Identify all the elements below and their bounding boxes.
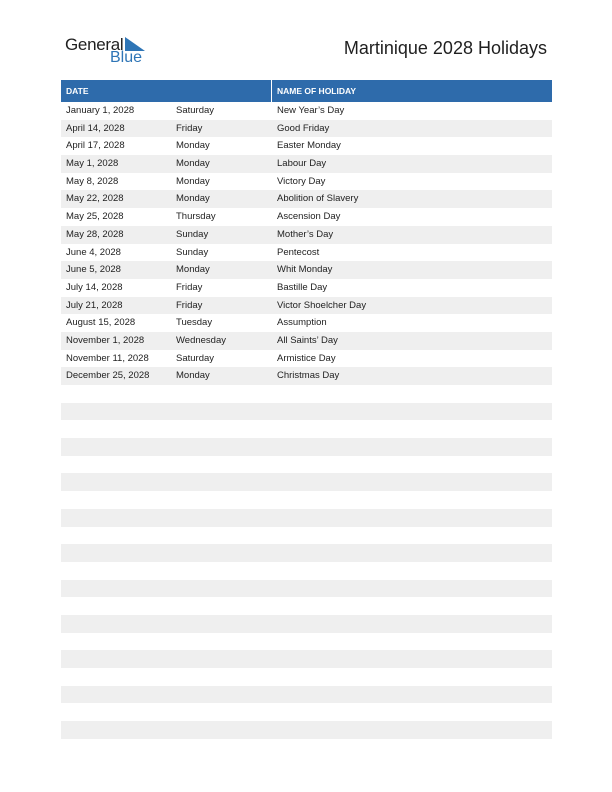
brand-logo [65,35,155,67]
cell-date: May 25, 2028 [66,211,124,223]
table-row [61,650,552,668]
cell-date: May 22, 2028 [66,193,124,205]
cell-date: June 5, 2028 [66,264,121,276]
table-row [61,155,552,173]
cell-day: Friday [176,281,203,293]
table-row [61,120,552,138]
cell-date: July 21, 2028 [66,299,123,311]
cell-date: January 1, 2028 [66,105,135,116]
cell-day: Monday [176,140,210,152]
brand-word-general: General [65,35,124,54]
cell-day: Wednesday [176,334,226,346]
table-header [61,80,552,102]
table-row [61,261,552,279]
table-row [61,244,552,262]
cell-holiday-name: Victory Day [277,175,326,187]
table-row [61,332,552,350]
table-row [61,403,552,421]
table-row [61,137,552,155]
cell-holiday-name: Easter Monday [277,140,341,152]
cell-day: Tuesday [176,317,213,329]
table-row [61,703,552,721]
cell-day: Monday [176,193,210,205]
page-title: Martinique 2028 Holidays [343,38,547,58]
cell-day: Monday [176,158,210,170]
cell-holiday-name: Assumption [277,317,327,329]
table-row [61,438,552,456]
cell-day: Monday [176,370,210,382]
table-row [61,633,552,651]
cell-day: Monday [176,175,210,187]
column-header-name: NAME OF HOLIDAY [277,86,357,96]
table-row [61,686,552,704]
cell-date: June 4, 2028 [66,246,121,258]
table-row [61,190,552,208]
table-row [61,615,552,633]
cell-holiday-name: Victor Shoelcher Day [277,299,367,311]
holiday-table [61,80,552,756]
cell-holiday-name: Ascension Day [277,211,341,223]
table-row [61,226,552,244]
cell-holiday-name: Mother’s Day [277,228,334,240]
cell-day: Saturday [176,352,215,364]
cell-date: November 1, 2028 [66,334,145,346]
cell-holiday-name: Labour Day [277,158,327,170]
cell-day: Friday [176,122,203,134]
cell-day: Sunday [176,228,209,240]
cell-date: November 11, 2028 [66,352,149,364]
table-row [61,367,552,385]
table-row [61,102,552,120]
column-header-date: DATE [66,86,89,96]
table-row [61,544,552,562]
cell-date: July 14, 2028 [66,281,123,293]
table-row [61,314,552,332]
header-divider [271,80,272,102]
table-row [61,420,552,438]
table-row [61,739,552,757]
cell-day: Friday [176,299,203,311]
cell-date: August 15, 2028 [66,317,136,329]
cell-day: Thursday [176,211,216,223]
cell-date: May 28, 2028 [66,228,124,240]
cell-date: May 1, 2028 [66,158,119,170]
cell-date: December 25, 2028 [66,370,150,382]
cell-date: April 14, 2028 [66,122,125,134]
cell-date: May 8, 2028 [66,175,119,187]
brand-word-blue: Blue [110,49,143,66]
cell-holiday-name: All Saints’ Day [277,334,338,346]
table-row [61,597,552,615]
table-row [61,350,552,368]
cell-holiday-name: Bastille Day [277,281,328,293]
cell-holiday-name: Armistice Day [277,352,336,364]
cell-holiday-name: Abolition of Slavery [277,193,359,205]
table-row [61,562,552,580]
table-row [61,509,552,527]
table-body [61,102,552,756]
table-row [61,208,552,226]
cell-day: Sunday [176,246,209,258]
table-row [61,527,552,545]
table-row [61,668,552,686]
cell-date: April 17, 2028 [66,140,125,152]
table-row [61,385,552,403]
table-row [61,580,552,598]
table-row [61,173,552,191]
cell-day: Saturday [176,105,215,116]
table-row [61,279,552,297]
table-row [61,456,552,474]
cell-day: Monday [176,264,210,276]
cell-holiday-name: Whit Monday [277,264,333,276]
cell-holiday-name: Pentecost [277,246,320,258]
cell-holiday-name: Good Friday [277,122,330,134]
table-row [61,473,552,491]
table-row [61,491,552,509]
table-row [61,297,552,315]
table-row [61,721,552,739]
cell-holiday-name: Christmas Day [277,370,340,382]
cell-holiday-name: New Year’s Day [277,105,345,116]
